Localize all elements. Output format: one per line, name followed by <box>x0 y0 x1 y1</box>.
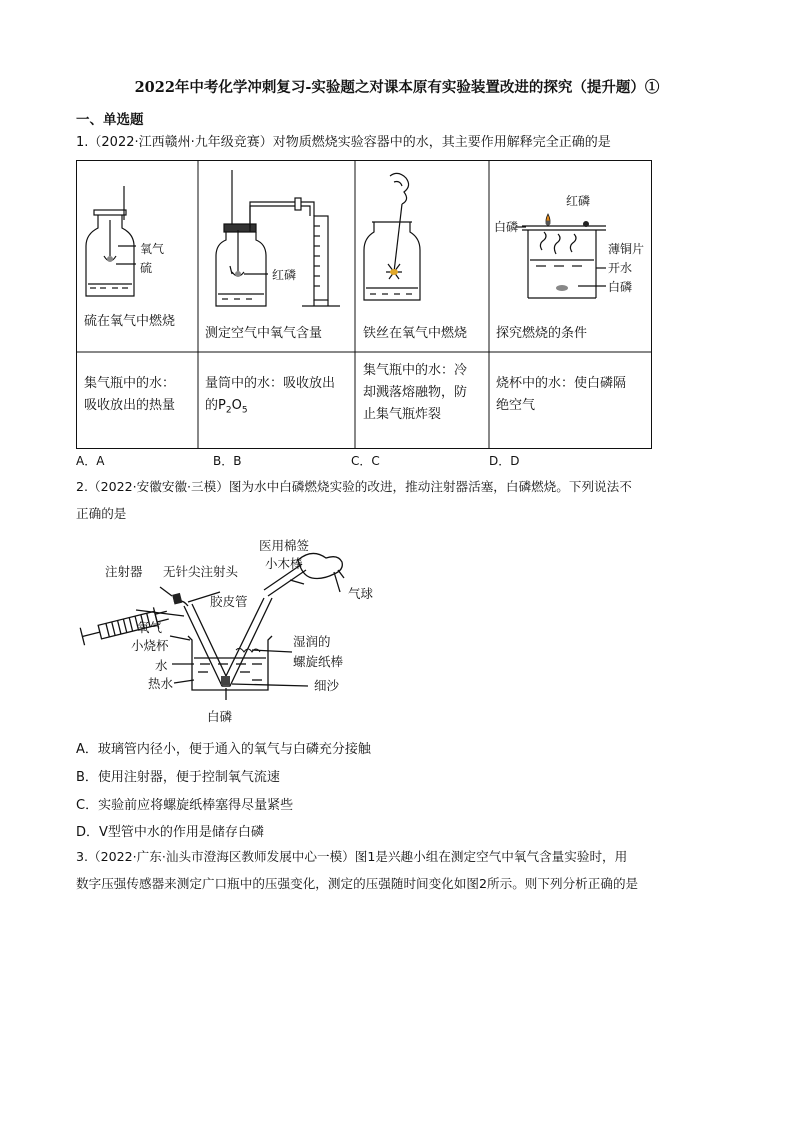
cell4-label-red-phosphorus: 红磷 <box>566 194 591 208</box>
label-small-beaker: 小烧杯 <box>131 638 169 653</box>
cell3-answer: 集气瓶中的水：冷 却溅落熔融物，防 止集气瓶炸裂 <box>363 363 468 422</box>
label-rubber-tube: 胶皮管 <box>210 594 248 609</box>
question-2-stem-line2: 正确的是 <box>76 506 127 521</box>
label-needle-free-head: 无针尖注射头 <box>163 564 239 579</box>
q1-option-c[interactable]: C．C <box>351 454 380 468</box>
label-oxygen: 氧气 <box>137 620 163 635</box>
label-cotton-swab: 医用棉签 <box>259 538 310 553</box>
cell2-answer: 量筒中的水：吸收放出 的$P_2O_5$ <box>205 376 336 416</box>
cell4-label-white-phosphorus-bottom: 白磷 <box>608 280 633 294</box>
cell1-label-sulfur: 硫 <box>140 261 153 275</box>
cell2-caption: 测定空气中氧气含量 <box>205 326 323 341</box>
label-white-phosphorus: 白磷 <box>207 709 233 724</box>
question-2-stem-line1: 2.（2022·安徽安徽·三模）图为水中白磷燃烧实验的改进，推动注射器活塞，白磷燃烧。下列说法不 <box>76 479 632 494</box>
experiment-table <box>76 160 652 449</box>
q1-option-a[interactable]: A．A <box>76 454 105 468</box>
label-balloon: 气球 <box>348 586 374 601</box>
q1-option-d[interactable]: D．D <box>489 454 520 468</box>
label-water: 水 <box>155 658 168 673</box>
q2-option-a[interactable]: A．玻璃管内径小，便于通入的氧气与白磷充分接触 <box>76 742 371 757</box>
cell4-caption: 探究燃烧的条件 <box>496 326 588 341</box>
cell3-caption: 铁丝在氧气中燃烧 <box>363 326 468 341</box>
q2-option-b[interactable]: B．使用注射器，便于控制氧气流速 <box>76 770 280 785</box>
label-paper-rod-line2: 螺旋纸棒 <box>293 654 344 669</box>
oxygen-content-apparatus <box>216 170 340 306</box>
sulfur-combustion-apparatus <box>86 186 136 296</box>
question-1-stem: 1.（2022·江西赣州·九年级竞赛）对物质燃烧实验容器中的水，其主要作用解释完全正确的是 <box>76 135 611 150</box>
q2-option-d[interactable]: D．V型管中水的作用是储存白磷 <box>76 825 264 840</box>
q2-option-c[interactable]: C．实验前应将螺旋纸棒塞得尽量紧些 <box>76 798 294 813</box>
cell1-caption: 硫在氧气中燃烧 <box>84 314 176 329</box>
cell2-label-red-phosphorus: 红磷 <box>272 268 297 282</box>
label-syringe: 注射器 <box>105 564 143 579</box>
page-title: 2022年中考化学冲刺复习-实验题之对课本原有实验装置改进的探究（提升题）① <box>134 79 660 96</box>
cell4-label-copper-sheet: 薄铜片 <box>608 242 645 256</box>
cell4-answer: 烧杯中的水：使白磷隔 绝空气 <box>496 376 627 413</box>
q1-option-b[interactable]: B．B <box>213 454 242 468</box>
label-fine-sand: 细沙 <box>314 678 340 693</box>
label-wooden-stick: 小木棒 <box>265 556 303 571</box>
question-3-stem-line1: 3.（2022·广东·汕头市澄海区教师发展中心一模）图1是兴趣小组在测定空气中氧气含量实验时，用 <box>76 849 628 864</box>
cell4-label-boiling-water: 开水 <box>608 261 633 275</box>
cell4-label-white-phosphorus-top: 白磷 <box>494 220 519 234</box>
cell1-label-oxygen: 氧气 <box>140 242 165 256</box>
label-paper-rod-line1: 湿润的 <box>293 634 331 649</box>
iron-wire-apparatus <box>364 173 420 300</box>
question-3-stem-line2: 数字压强传感器来测定广口瓶中的压强变化，测定的压强随时间变化如图2所示。则下列分析正确的是 <box>76 876 639 891</box>
label-hot-water: 热水 <box>148 676 174 691</box>
section-heading: 一、单选题 <box>76 112 144 128</box>
cell1-answer: 集气瓶中的水： 吸收放出的热量 <box>84 376 176 413</box>
